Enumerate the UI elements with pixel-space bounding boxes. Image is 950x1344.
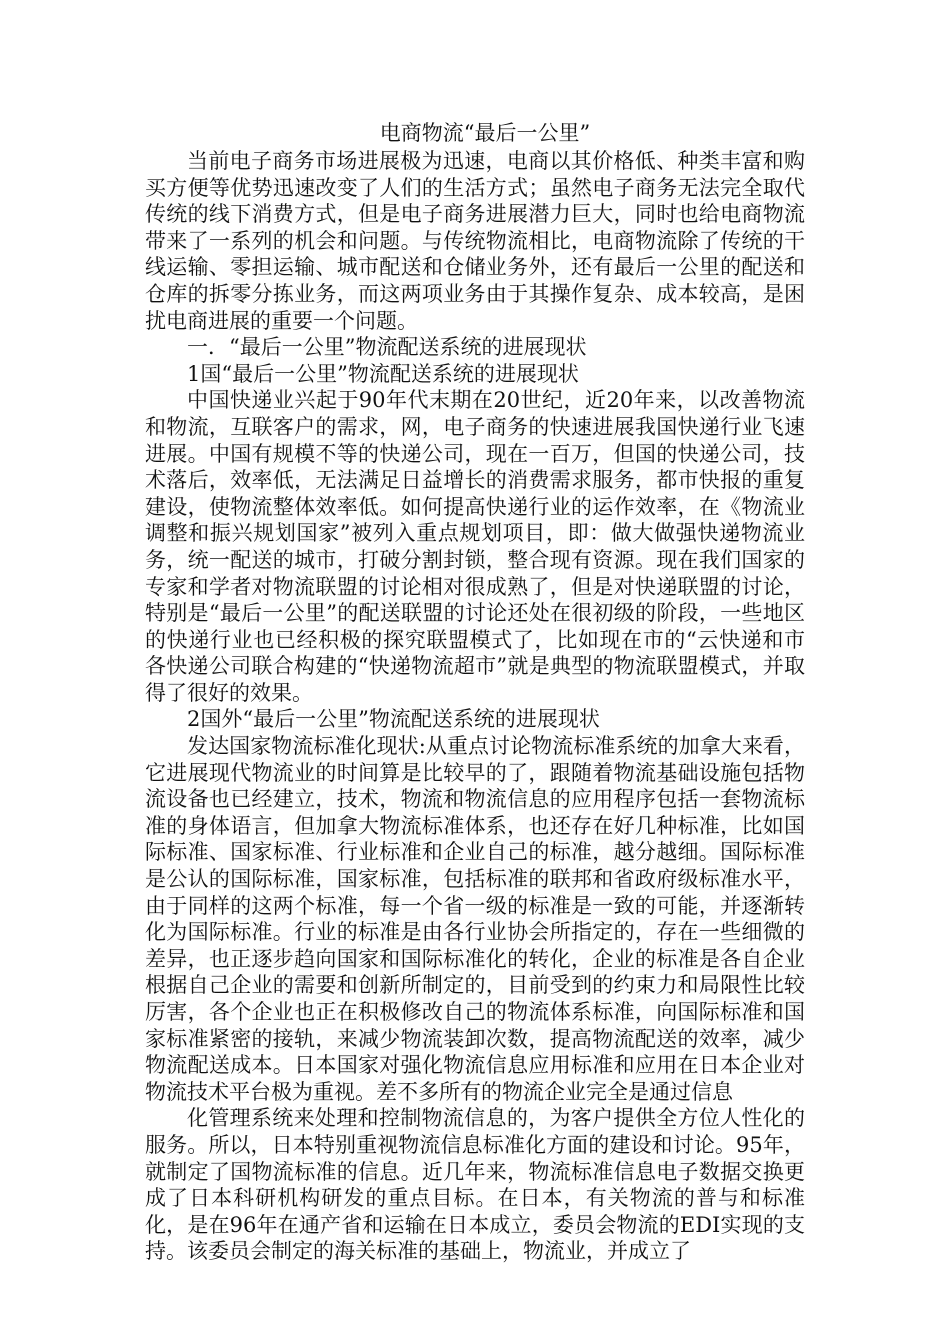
intro-paragraph: 当前电子商务市场进展极为迅速，电商以其价格低、种类丰富和购买方便等优势迅速改变了人们的生活方式；虽然电子商务无法完全取代传统的线下消费方式，但是电子商务进展潜力巨大，同时也给电商物流带来了一系列的机会和问题。与传统物流相比，电商物流除了传统的干线运输、零担运输、城市配送和仓储业务外，还有最后一公里的配送和仓库的拆零分拣业务，而这两项业务由于其操作复杂、成本较高，是困扰电商进展的重要一个问题。	[145, 149, 805, 333]
section-heading-1: 一．“最后一公里”物流配送系统的进展现状	[187, 335, 587, 360]
document-title: 电商物流“最后一公里”	[379, 121, 591, 145]
subsection-heading-foreign: 2国外“最后一公里”物流配送系统的进展现状	[187, 707, 600, 732]
subsection-heading-domestic: 1国“最后一公里”物流配送系统的进展现状	[187, 361, 579, 386]
domestic-status-paragraph: 中国快递业兴起于90年代末期在20世纪，近20年来，以改善物流和物流，互联客户的需求，网，电子商务的快速进展我国快递行业飞速进展。中国有规模不等的快递公司，现在一百万，但国的快递公司，技术落后，效率低，无法满足日益增长的消费需求服务，都市快报的重复建设，使物流整体效率低。如何提高快递行业的运作效率，在《物流业调整和振兴规划国家”被列入重点规划项目，即：做大做强快递物流业务，统一配送的城市，打破分割封锁，整合现有资源。现在我们国家的专家和学者对物流联盟的讨论相对很成熟了，但是对快递联盟的讨论，特别是“最后一公里”的配送联盟的讨论还处在很初级的阶段，一些地区的快递行业也已经积极的探究联盟模式了，比如现在市的“云快递和市各快递公司联合构建的“快递物流超市”就是典型的物流联盟模式，并取得了很好的效果。	[145, 388, 805, 705]
document-body	[145, 118, 805, 1265]
japan-info-paragraph: 化管理系统来处理和控制物流信息的，为客户提供全方位人性化的服务。所以，日本特别重视物流信息标准化方面的建设和讨论。95年，就制定了国物流标准的信息。近几年来，物流标准信息电子数据交换更成了日本科研机构研发的重点目标。在日本，有关物流的普与和标准化，是在96年在通产省和运输在日本成立，委员会物流的EDI实现的支持。该委员会制定的海关标准的基础上，物流业，并成立了	[145, 1106, 805, 1264]
foreign-standards-paragraph: 发达国家物流标准化现状:从重点讨论物流标准系统的加拿大来看，它进展现代物流业的时间算是比较早的了，跟随着物流基础设施包括物流设备也已经建立，技术，物流和物流信息的应用程序包括一套物流标准的身体语言，但加拿大物流标准体系，也还存在好几种标准，比如国际标准、国家标准、行业标准和企业自己的标准，越分越细。国际标准是公认的国际标准，国家标准，包括标准的联邦和省政府级标准水平，由于同样的这两个标准，每一个省一级的标准是一致的可能，并逐渐转化为国际标准。行业的标准是由各行业协会所指定的，存在一些细微的差异，也正逐步趋向国家和国际标准化的转化，企业的标准是各自企业根据自己企业的需要和创新所制定的，目前受到的约束力和局限性比较厉害，各个企业也正在积极修改自己的物流体系标准，向国际标准和国家标准紧密的接轨，来减少物流装卸次数，提高物流配送的效率，减少物流配送成本。日本国家对强化物流信息应用标准和应用在日本企业对物流技术平台极为重视。差不多所有的物流企业完全是通过信息	[145, 734, 805, 1104]
